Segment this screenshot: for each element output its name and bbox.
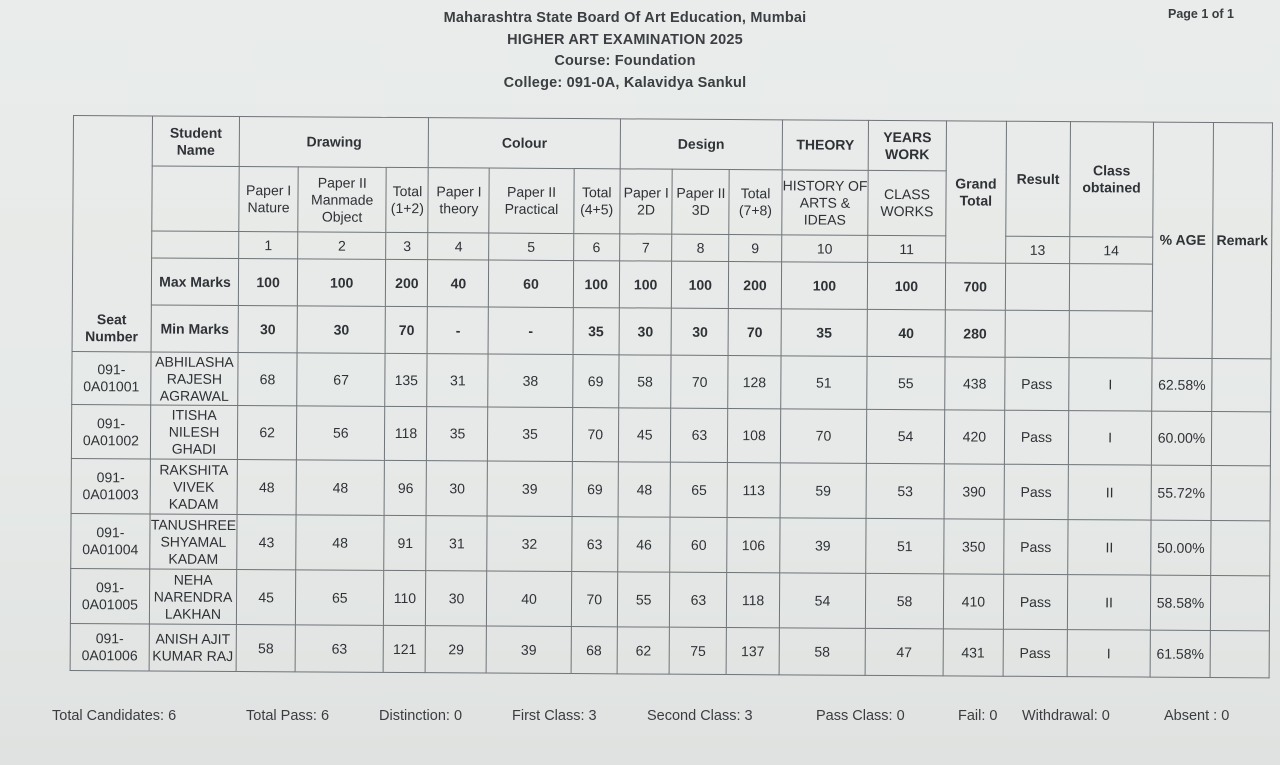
mark-cell: 48: [618, 462, 671, 517]
mark-cell: 54: [866, 409, 944, 463]
mark-cell: 63: [571, 517, 618, 572]
drawing-group-header: Drawing: [239, 117, 429, 168]
mark-cell: 75: [670, 627, 727, 674]
column-number: 7: [619, 234, 672, 261]
page-number: Page 1 of 1: [1168, 7, 1234, 21]
column-number: 10: [781, 235, 867, 263]
mark-cell: 30: [427, 461, 488, 516]
mark-cell: 68: [571, 627, 618, 674]
percentage-cell: 55.72%: [1151, 465, 1211, 520]
student-row: [71, 458, 1270, 520]
class-cell: I: [1069, 358, 1152, 412]
student-name: TANUSHREE SHYAMAL KADAM: [150, 514, 238, 570]
column-number: 13: [1005, 236, 1069, 263]
remark-cell: [1211, 465, 1270, 520]
remark-cell: [1210, 575, 1269, 630]
min-mark: 40: [867, 309, 945, 356]
column-number: 6: [573, 234, 619, 261]
seat-number: 091-0A01006: [70, 623, 149, 670]
mark-cell: 47: [865, 628, 943, 675]
max-mark: 100: [619, 261, 672, 308]
student-name: NEHA NARENDRA LAKHAN: [149, 569, 237, 625]
grand-total: 390: [944, 464, 1004, 519]
min-mark: 35: [781, 309, 868, 357]
subject-header: Paper II Manmade Object: [298, 167, 387, 233]
mark-cell: 55: [867, 356, 945, 409]
remark-cell: [1211, 411, 1270, 465]
exam-title: HIGHER ART EXAMINATION 2025: [507, 31, 743, 48]
result-cell: Pass: [1004, 464, 1068, 519]
mark-cell: 118: [727, 573, 780, 628]
total-pass: Total Pass: 6: [246, 708, 330, 724]
seat-number-header: Seat Number: [72, 116, 152, 352]
withdrawal-count: Withdrawal: 0: [1022, 708, 1110, 724]
table-header: [72, 116, 1272, 359]
design-group-header: Design: [620, 119, 782, 170]
max-marks-label: Max Marks: [151, 258, 239, 306]
class-cell: II: [1068, 465, 1151, 521]
mark-cell: 31: [427, 354, 488, 407]
column-number: 11: [868, 235, 946, 262]
grand-total: 431: [943, 629, 1003, 676]
percentage-cell: 58.58%: [1150, 575, 1210, 630]
mark-cell: 118: [385, 406, 427, 460]
remark-cell: [1211, 520, 1270, 575]
percentage-cell: 62.58%: [1152, 358, 1212, 411]
subject-header: Paper I 2D: [620, 169, 673, 234]
mark-cell: 137: [726, 628, 779, 675]
min-marks-label: Min Marks: [151, 305, 239, 353]
seat-number: 091-0A01005: [70, 568, 149, 623]
mark-cell: 70: [572, 408, 619, 462]
class-cell: II: [1067, 575, 1150, 631]
student-row: [70, 568, 1269, 630]
mark-cell: 32: [487, 516, 571, 572]
mark-cell: 65: [671, 462, 728, 517]
mark-cell: 128: [728, 356, 781, 409]
fail-count: Fail: 0: [958, 708, 998, 724]
column-number: 2: [298, 232, 386, 260]
student-row: [70, 623, 1269, 677]
absent-count: Absent : 0: [1164, 708, 1230, 724]
column-number: 5: [489, 233, 573, 261]
class-cell: I: [1067, 630, 1150, 678]
max-mark: 100: [297, 259, 386, 307]
mark-cell: 106: [727, 518, 780, 573]
mark-cell: 54: [779, 573, 866, 629]
min-mark: 30: [671, 308, 728, 355]
max-mark: 100: [867, 262, 945, 309]
class-cell: II: [1068, 520, 1151, 576]
student-rows: [70, 351, 1271, 677]
first-class-count: First Class: 3: [512, 708, 597, 724]
min-mark: 30: [297, 306, 386, 354]
mark-cell: 58: [619, 355, 672, 408]
max-mark: 200: [386, 259, 428, 306]
years-work-group-header: YEARS WORK: [868, 120, 946, 170]
mark-cell: 63: [670, 572, 727, 627]
column-number: 3: [386, 232, 428, 259]
mark-cell: 56: [296, 406, 385, 461]
mark-cell: 62: [238, 406, 297, 460]
mark-cell: 63: [671, 408, 728, 462]
remark-cell: [1210, 630, 1269, 677]
mark-cell: 39: [780, 518, 867, 574]
mark-cell: 39: [487, 626, 571, 674]
summary-bar: [52, 708, 1252, 728]
blank-cell: [1005, 310, 1069, 357]
mark-cell: 58: [865, 573, 943, 628]
second-class-count: Second Class: 3: [647, 708, 753, 724]
remark-cell: [1212, 358, 1271, 411]
percentage-header: % AGE: [1152, 122, 1213, 358]
result-cell: Pass: [1004, 519, 1068, 574]
mark-cell: 58: [236, 625, 295, 672]
student-row: [72, 351, 1271, 411]
mark-cell: 29: [426, 626, 487, 673]
min-mark: 30: [619, 308, 672, 355]
mark-cell: 70: [780, 409, 867, 464]
mark-cell: 63: [295, 625, 384, 673]
mark-cell: 48: [237, 460, 296, 515]
report-header: [0, 8, 1280, 94]
student-name: ITISHA NILESH GHADI: [150, 405, 238, 460]
mark-cell: 67: [297, 353, 386, 407]
grand-total: 350: [944, 519, 1004, 574]
grand-total: 410: [943, 574, 1003, 629]
student-name: RAKSHITA VIVEK KADAM: [150, 459, 238, 515]
mark-cell: 135: [385, 353, 427, 406]
name-header-blank: [152, 166, 240, 232]
board-name: Maharashtra State Board Of Art Education, Mumbai: [443, 10, 807, 26]
min-mark: 280: [945, 310, 1005, 357]
blank-cell: [1005, 263, 1069, 310]
subject-header: CLASS WORKS: [868, 170, 946, 235]
colour-group-header: Colour: [429, 118, 621, 169]
subject-header: Total (7+8): [729, 170, 782, 235]
max-mark: 100: [573, 261, 620, 308]
name-header-blank: [152, 231, 239, 259]
mark-cell: 45: [618, 408, 671, 462]
mark-cell: 40: [487, 571, 571, 627]
mark-cell: 110: [384, 570, 426, 625]
max-mark: 100: [672, 261, 729, 308]
max-mark: 200: [729, 262, 782, 309]
mark-cell: 39: [488, 461, 572, 517]
min-mark: 30: [238, 306, 297, 353]
max-mark: 700: [945, 263, 1005, 310]
max-mark: 100: [238, 259, 297, 306]
seat-number: 091-0A01003: [71, 458, 150, 513]
percentage-cell: 60.00%: [1151, 411, 1211, 465]
mark-cell: 91: [384, 515, 426, 570]
college-name: College: 091-0A, Kalavidya Sankul: [503, 74, 747, 91]
blank-cell: [1069, 311, 1152, 359]
mark-cell: 62: [617, 627, 670, 674]
subject-header: Paper II 3D: [672, 169, 729, 234]
mark-cell: 51: [866, 518, 944, 573]
mark-cell: 96: [384, 460, 426, 515]
seat-number: 091-0A01001: [72, 351, 151, 404]
mark-cell: 53: [866, 463, 944, 518]
course-name: Course: Foundation: [554, 53, 696, 69]
mark-cell: 48: [296, 460, 385, 516]
percentage-cell: 61.58%: [1150, 630, 1210, 677]
result-table: [70, 115, 1273, 678]
student-row: [71, 513, 1270, 575]
class-cell: I: [1068, 411, 1151, 466]
mark-cell: 55: [617, 572, 670, 627]
mark-cell: 70: [571, 572, 618, 627]
class-obtained-header: Class obtained: [1070, 122, 1154, 238]
student-row: [71, 404, 1270, 465]
mark-cell: 30: [426, 571, 487, 626]
column-number: 14: [1070, 237, 1153, 265]
mark-cell: 45: [237, 570, 296, 625]
subject-header: Total (4+5): [573, 169, 620, 234]
mark-cell: 69: [572, 355, 619, 408]
mark-cell: 43: [237, 515, 296, 570]
mark-cell: 121: [383, 625, 425, 672]
mark-cell: 48: [296, 515, 385, 571]
remark-header: Remark: [1212, 122, 1272, 358]
mark-cell: 69: [572, 462, 619, 517]
student-name-header: Student Name: [152, 116, 240, 167]
mark-cell: 108: [728, 409, 781, 463]
min-mark: -: [489, 307, 573, 355]
mark-cell: 60: [670, 517, 727, 572]
seat-number: 091-0A01002: [71, 404, 150, 458]
result-cell: Pass: [1003, 574, 1067, 629]
mark-cell: 65: [295, 570, 384, 626]
mark-cell: 113: [727, 463, 780, 518]
subject-header: Paper I Nature: [239, 167, 298, 232]
mark-cell: 46: [618, 517, 671, 572]
column-number: 9: [729, 235, 782, 262]
total-candidates: Total Candidates: 6: [52, 708, 177, 724]
result-cell: Pass: [1005, 357, 1069, 410]
mark-cell: 35: [427, 407, 488, 461]
grand-total: 420: [944, 410, 1004, 464]
student-name: ANISH AJIT KUMAR RAJ: [149, 624, 237, 672]
max-mark: 60: [489, 260, 573, 308]
mark-cell: 68: [238, 353, 297, 406]
result-cell: Pass: [1003, 629, 1067, 676]
pass-class-count: Pass Class: 0: [816, 708, 905, 724]
seat-number: 091-0A01004: [71, 513, 150, 568]
min-mark: 70: [385, 306, 427, 353]
mark-cell: 31: [426, 516, 487, 571]
mark-cell: 70: [671, 355, 728, 408]
max-mark: 100: [781, 262, 868, 310]
grand-total: 438: [945, 357, 1005, 410]
subject-header: HISTORY OF ARTS & IDEAS: [782, 170, 869, 236]
mark-cell: 35: [488, 407, 572, 462]
mark-cell: 59: [780, 463, 867, 519]
blank-cell: [1069, 264, 1152, 312]
min-mark: 35: [573, 308, 620, 355]
percentage-cell: 50.00%: [1151, 520, 1211, 575]
subject-header: Paper I theory: [428, 168, 489, 233]
theory-group-header: THEORY: [782, 120, 869, 171]
column-number: 8: [672, 234, 729, 261]
mark-cell: 38: [488, 354, 572, 408]
student-name: ABHILASHA RAJESH AGRAWAL: [151, 352, 239, 406]
subject-header: Total (1+2): [386, 167, 428, 232]
result-cell: Pass: [1004, 410, 1068, 464]
column-number: 4: [428, 233, 489, 260]
min-mark: 70: [728, 309, 781, 356]
result-header: Result: [1006, 121, 1071, 236]
mark-cell: 58: [779, 628, 866, 676]
min-mark: -: [428, 307, 489, 354]
subject-header: Paper II Practical: [489, 168, 574, 234]
max-mark: 40: [428, 260, 489, 307]
column-number: 1: [239, 232, 298, 259]
mark-cell: 51: [781, 356, 868, 410]
grand-total-header: Grand Total: [945, 121, 1006, 263]
distinction-count: Distinction: 0: [379, 708, 463, 724]
